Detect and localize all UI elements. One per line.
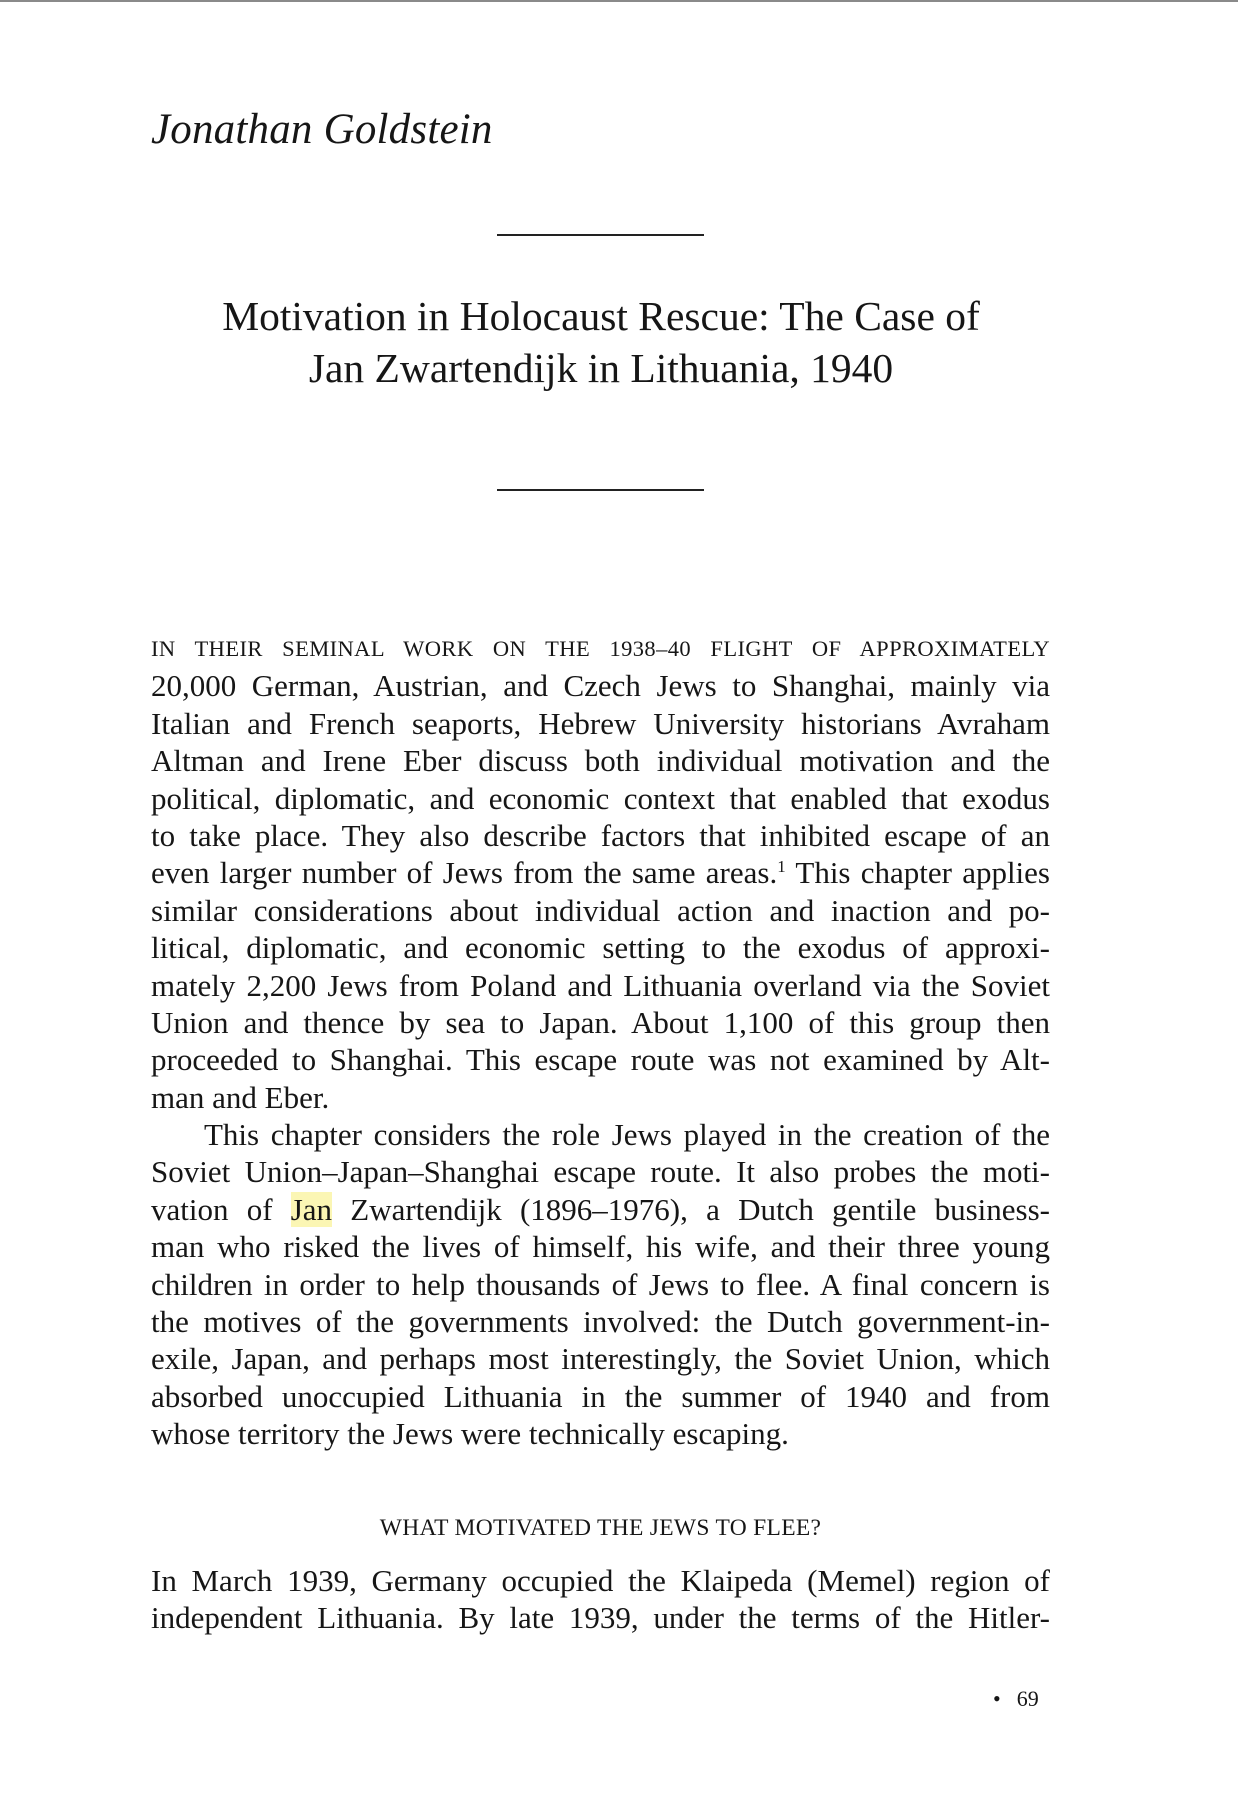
text-line: independent Lithuania. By late 1939, under the terms of the Hitler- <box>151 1600 1050 1636</box>
text-line: similar considerations about individual action and inaction and po- <box>151 892 1050 928</box>
text-line: to take place. They also describe factors that inhibited escape of an <box>151 817 1050 853</box>
text-line: man who risked the lives of himself, his wife, and their three young <box>151 1229 1050 1265</box>
page-top-border <box>0 0 1238 2</box>
chapter-title-line-2: Jan Zwartendijk in Lithuania, 1940 <box>308 345 894 391</box>
author-name: Jonathan Goldstein <box>151 106 493 153</box>
text-line-with-footnote <box>151 854 1050 891</box>
text-line: Altman and Irene Eber discuss both individual motivation and the <box>151 743 1050 779</box>
text-line: children in order to help thousands of Jews to flee. A final concern is <box>151 1266 1050 1302</box>
text-line: In March 1939, Germany occupied the Klaipeda (Memel) region of <box>151 1563 1050 1598</box>
text-line: exile, Japan, and perhaps most interestingly, the Soviet Union, which <box>151 1341 1050 1377</box>
paragraph-2 <box>151 1116 1050 1453</box>
text-fragment: Zwartendijk (1896–1976), a Dutch gentile business- <box>332 1191 1050 1227</box>
text-line: This chapter considers the role Jews played in the creation of the <box>204 1117 1050 1153</box>
text-line: Italian and French seaports, Hebrew University historians Avraham <box>151 705 1050 741</box>
text-line: mately 2,200 Jews from Poland and Lithuania overland via the Soviet <box>151 967 1050 1003</box>
text-line: absorbed unoccupied Lithuania in the summer of 1940 and from <box>151 1378 1050 1414</box>
search-highlight[interactable]: Jan <box>290 1191 333 1227</box>
text-line: political, diplomatic, and economic context that enabled that exodus <box>151 780 1050 816</box>
paragraph-1-lead-in: IN THEIR SEMINAL WORK ON THE 1938–40 FLIGHT OF APPROXIMATELY <box>151 636 1050 661</box>
page-number: 69 <box>1016 1686 1039 1711</box>
text-line-with-highlight <box>151 1191 1050 1228</box>
bullet-icon: • <box>993 1686 1001 1711</box>
text-line: man and Eber. <box>151 1079 330 1115</box>
text-line: Union and thence by sea to Japan. About 1,100 of this group then <box>151 1004 1050 1040</box>
chapter-title-line-1: Motivation in Holocaust Rescue: The Case of <box>222 293 980 339</box>
text-line: whose territory the Jews were technically escaping. <box>151 1416 789 1452</box>
text-line: Soviet Union–Japan–Shanghai escape route. It also probes the moti- <box>151 1154 1050 1190</box>
body-text <box>151 630 1050 1453</box>
title-rule-top <box>497 234 704 236</box>
paragraph-3 <box>151 1562 1050 1637</box>
section-heading: WHAT MOTIVATED THE JEWS TO FLEE? <box>379 1515 822 1541</box>
text-fragment: This chapter applies <box>785 855 1050 891</box>
text-fragment: vation of <box>151 1191 291 1227</box>
page-footer <box>993 1685 1039 1713</box>
footnote-reference[interactable]: 1 <box>777 857 786 877</box>
text-line: 20,000 German, Austrian, and Czech Jews to Shanghai, mainly via <box>151 668 1050 704</box>
title-rule-bottom <box>497 489 704 491</box>
chapter-title <box>151 290 1051 394</box>
text-line: proceeded to Shanghai. This escape route was not examined by Alt- <box>151 1042 1050 1078</box>
text-fragment: even larger number of Jews from the same areas. <box>151 855 778 891</box>
text-line: litical, diplomatic, and economic setting to the exodus of approxi- <box>151 930 1050 966</box>
paragraph-1 <box>151 630 1050 1116</box>
text-line: the motives of the governments involved: the Dutch government-in- <box>151 1304 1050 1340</box>
